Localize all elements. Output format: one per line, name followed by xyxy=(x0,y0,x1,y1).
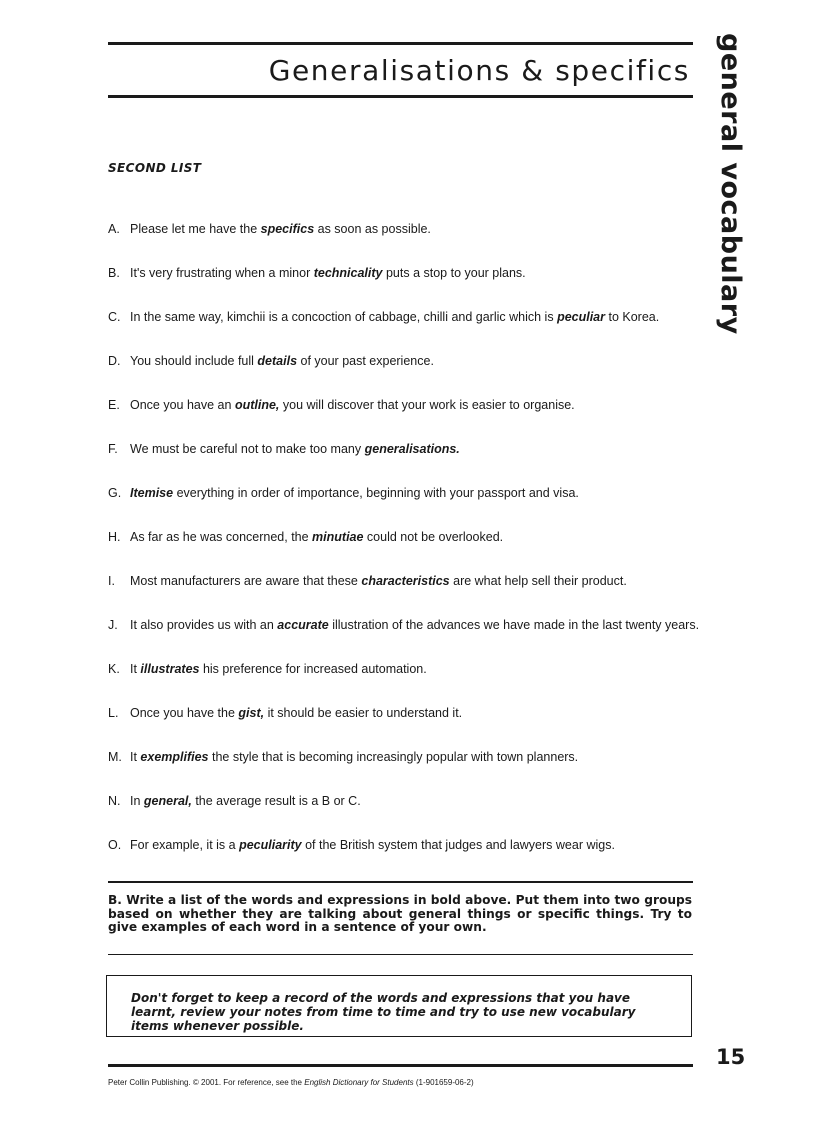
list-item-letter: H. xyxy=(108,530,121,544)
list-item-keyword: technicality xyxy=(313,266,383,280)
list-item xyxy=(108,354,698,368)
list-item-text-after: illustration of the advances we have made in the last twenty years. xyxy=(328,618,700,632)
list-item xyxy=(108,838,698,852)
list-item-text-before: Once you have the xyxy=(130,706,239,720)
list-item-text-after: everything in order of importance, beginning with your passport and visa. xyxy=(173,486,579,500)
list-item-keyword: characteristics xyxy=(361,574,450,588)
tip-text: Don't forget to keep a record of the words and expressions that you have learnt, review your notes from time to time and try to use new vocabulary items whenever possible. xyxy=(131,991,636,1033)
list-item-keyword: gist, xyxy=(238,706,265,720)
list-item-text-before: Once you have an xyxy=(130,398,235,412)
list-item-letter: I. xyxy=(108,574,115,588)
list-item-letter: B. xyxy=(108,266,120,280)
list-item-text-before: It xyxy=(130,750,141,764)
list-heading: SECOND LIST xyxy=(108,161,202,175)
footer-publisher: Peter Collin Publishing. © 2001. For reference, see the xyxy=(108,1078,305,1087)
list-item-keyword: minutiae xyxy=(312,530,364,544)
list-item-text-after: of the British system that judges and lawyers wear wigs. xyxy=(301,838,615,852)
list-item-keyword: exemplifies xyxy=(140,750,209,764)
list-item-text-after: puts a stop to your plans. xyxy=(382,266,526,280)
list-item xyxy=(108,706,698,720)
page-number: 15 xyxy=(716,1045,746,1069)
list-item xyxy=(108,310,698,324)
list-item xyxy=(108,442,698,456)
list-item-letter: O. xyxy=(108,838,122,852)
list-item-text-after: it should be easier to understand it. xyxy=(264,706,463,720)
list-item-text-before: For example, it is a xyxy=(130,838,240,852)
list-item-text-after: of your past experience. xyxy=(297,354,434,368)
list-item-text-before: It xyxy=(130,662,141,676)
tip-box xyxy=(106,975,692,1037)
list-item xyxy=(108,662,698,676)
list-item-keyword: peculiar xyxy=(557,310,605,324)
list-item-keyword: peculiarity xyxy=(239,838,302,852)
list-item-keyword: general, xyxy=(143,794,192,808)
list-item-letter: D. xyxy=(108,354,121,368)
list-item-keyword: outline, xyxy=(234,398,280,412)
list-item-text-before: We must be careful not to make too many xyxy=(130,442,365,456)
list-item xyxy=(108,750,698,764)
list-item-text-before: It also provides us with an xyxy=(130,618,278,632)
footer-reference-title: English Dictionary for Students xyxy=(304,1078,414,1087)
exercise-b-instructions: B. Write a list of the words and expressions in bold above. Put them into two groups based on whether they are talking about general things or specific things. Try to give examples of each word in a sentence of your own. xyxy=(108,893,692,935)
list-item-letter: E. xyxy=(108,398,120,412)
list-item-keyword: accurate xyxy=(277,618,329,632)
list-item-letter: J. xyxy=(108,618,118,632)
list-item-letter: A. xyxy=(108,222,120,236)
list-item-text-after: the average result is a B or C. xyxy=(191,794,361,808)
list-item-text-before: In xyxy=(130,794,144,808)
footer-rule xyxy=(108,1064,693,1067)
list-item-keyword: Itemise xyxy=(130,486,174,500)
list-item-keyword: details xyxy=(257,354,298,368)
footer-isbn: (1-901659-06-2) xyxy=(413,1078,474,1087)
list-item-letter: K. xyxy=(108,662,120,676)
list-item-text-after: could not be overlooked. xyxy=(363,530,504,544)
list-item-text-before: You should include full xyxy=(130,354,258,368)
list-item-text-before: Please let me have the xyxy=(130,222,261,236)
page-title: Generalisations & specifics xyxy=(268,54,690,87)
list-item-letter: G. xyxy=(108,486,122,500)
list-item-letter: F. xyxy=(108,442,118,456)
header-bottom-rule xyxy=(108,95,693,98)
list-item-text-after: as soon as possible. xyxy=(314,222,431,236)
list-item-keyword: generalisations. xyxy=(364,442,460,456)
list-item-text-before: In the same way, kimchii is a concoction of cabbage, chilli and garlic which is xyxy=(130,310,558,324)
list-item-text-before: Most manufacturers are aware that these xyxy=(130,574,362,588)
list-item-text-after: his preference for increased automation. xyxy=(199,662,427,676)
exercise-top-rule xyxy=(108,881,693,883)
list-item xyxy=(108,574,698,588)
list-item xyxy=(108,486,698,500)
list-item-keyword: specifics xyxy=(260,222,315,236)
list-item xyxy=(108,398,698,412)
list-item-letter: C. xyxy=(108,310,121,324)
list-item-text-before: As far as he was concerned, the xyxy=(130,530,313,544)
list-item-text-after: you will discover that your work is easier to organise. xyxy=(279,398,575,412)
section-side-tab: general vocabulary xyxy=(715,33,746,335)
list-item-letter: L. xyxy=(108,706,119,720)
list-item xyxy=(108,266,698,280)
exercise-bottom-rule xyxy=(108,954,693,955)
list-item-keyword: illustrates xyxy=(140,662,200,676)
list-item xyxy=(108,794,698,808)
list-item-letter: M. xyxy=(108,750,122,764)
header-top-rule xyxy=(108,42,693,45)
list-item xyxy=(108,222,698,236)
list-item-text-after: are what help sell their product. xyxy=(449,574,627,588)
list-item xyxy=(108,530,698,544)
footer-credit xyxy=(108,1078,474,1087)
list-item-text-after: the style that is becoming increasingly popular with town planners. xyxy=(208,750,579,764)
list-item-letter: N. xyxy=(108,794,121,808)
list-item-text-before: It's very frustrating when a minor xyxy=(130,266,314,280)
list-item xyxy=(108,618,698,632)
list-item-text-after: to Korea. xyxy=(605,310,660,324)
